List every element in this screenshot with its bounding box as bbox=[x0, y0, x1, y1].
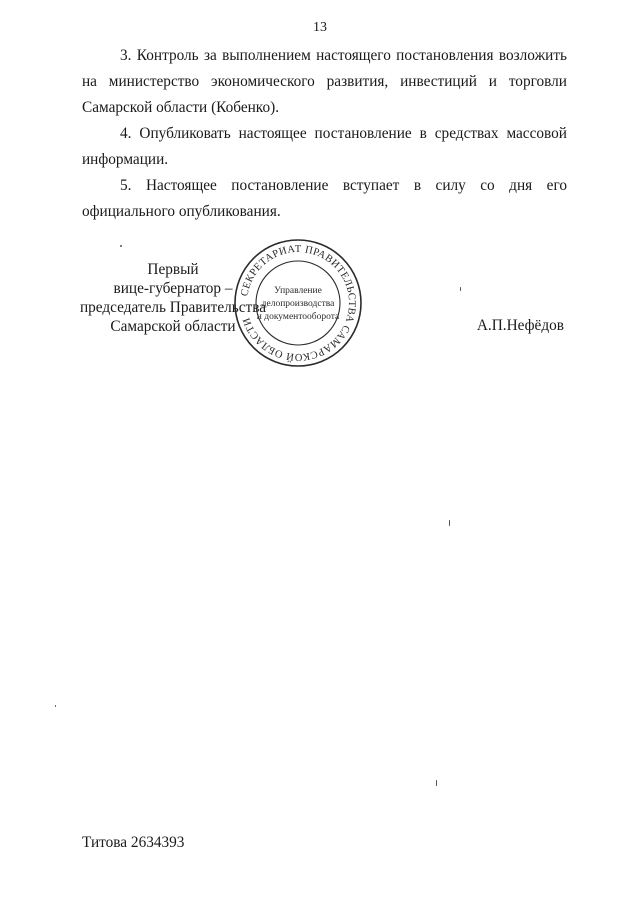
paragraph-5-effective: 5. Настоящее постановление вступает в силу со дня его официального опубликования. bbox=[82, 177, 567, 220]
seal-center-line: Управление bbox=[274, 286, 322, 296]
scan-speck bbox=[436, 780, 437, 786]
position-line: вице-губернатор – bbox=[113, 280, 233, 297]
position-line: Первый bbox=[147, 261, 199, 278]
position-line: Самарской области bbox=[110, 318, 236, 335]
paragraph-4-publish: 4. Опубликовать настоящее постановление в средствах массовой информации. bbox=[82, 125, 567, 168]
scan-speck bbox=[120, 245, 122, 247]
scan-speck bbox=[460, 287, 461, 291]
paragraph-3-control: 3. Контроль за выполнением настоящего постановления возложить на министерство экономического развития, инвестиций и торговли Самарской области (Кобенко). bbox=[82, 47, 567, 116]
page-number: 13 bbox=[313, 20, 327, 35]
scan-speck bbox=[55, 705, 56, 707]
executor-note: Титова 2634393 bbox=[82, 834, 185, 851]
position-line: председатель Правительства bbox=[79, 299, 267, 316]
seal-ring-text: СЕКРЕТАРИАТ ПРАВИТЕЛЬСТВА САМАРСКОЙ ОБЛАСТИ bbox=[239, 243, 358, 363]
official-seal-stamp bbox=[232, 237, 364, 369]
seal-center-line: и документооборота bbox=[256, 312, 340, 322]
seal-center-line: делопроизводства bbox=[261, 299, 335, 309]
scan-speck bbox=[449, 520, 450, 526]
signatory-name: А.П.Нефёдов bbox=[476, 317, 564, 334]
